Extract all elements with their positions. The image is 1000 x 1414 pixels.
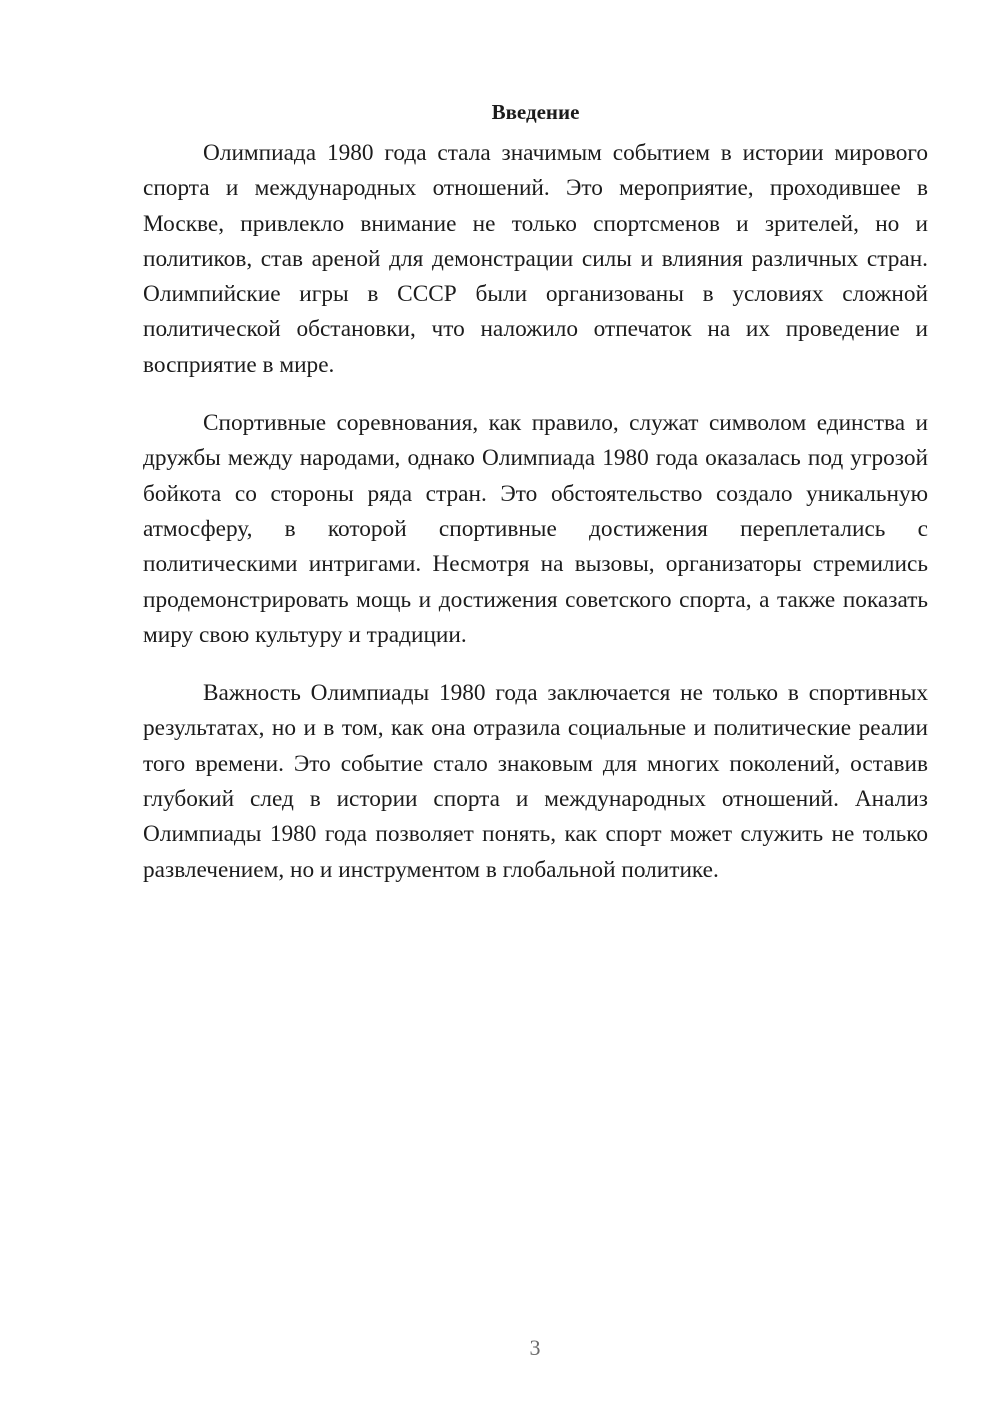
page-number: 3	[529, 1335, 541, 1360]
paragraph-3: Важность Олимпиады 1980 года заключается не только в спортивных результатах, но и в том, как она отразила социальные и политические реалии того времени. Это событие стало знаковым для многих поколений, оставив глубокий след в истории спорта и международных отношений. Анализ Олимпиады 1980 года позволяет понять, как спорт может служить не только развлечением, но и инструментом в глобальной политике.	[143, 680, 928, 883]
paragraph-1: Олимпиада 1980 года стала значимым событием в истории мирового спорта и международных отношений. Это мероприятие, проходившее в Москве, привлекло внимание не только спортсменов и зрителей, но и политиков, став ареной для демонстрации силы и влияния различных стран. Олимпийские игры в СССР были организованы в условиях сложной политической обстановки, что наложило отпечаток на их проведение и восприятие в мире.	[143, 140, 928, 378]
section-title: Введение	[491, 100, 580, 124]
page-content	[143, 96, 928, 911]
paragraph-2: Спортивные соревнования, как правило, служат символом единства и дружбы между народами, однако Олимпиада 1980 года оказалась под угрозой бойкота со стороны ряда стран. Это обстоятельство создало уникальную атмосферу, в которой спортивные достижения переплетались с политическими интригами. Несмотря на вызовы, организаторы стремились продемонстрировать мощь и достижения советского спорта, а также показать миру свою культуру и традиции.	[143, 410, 928, 648]
